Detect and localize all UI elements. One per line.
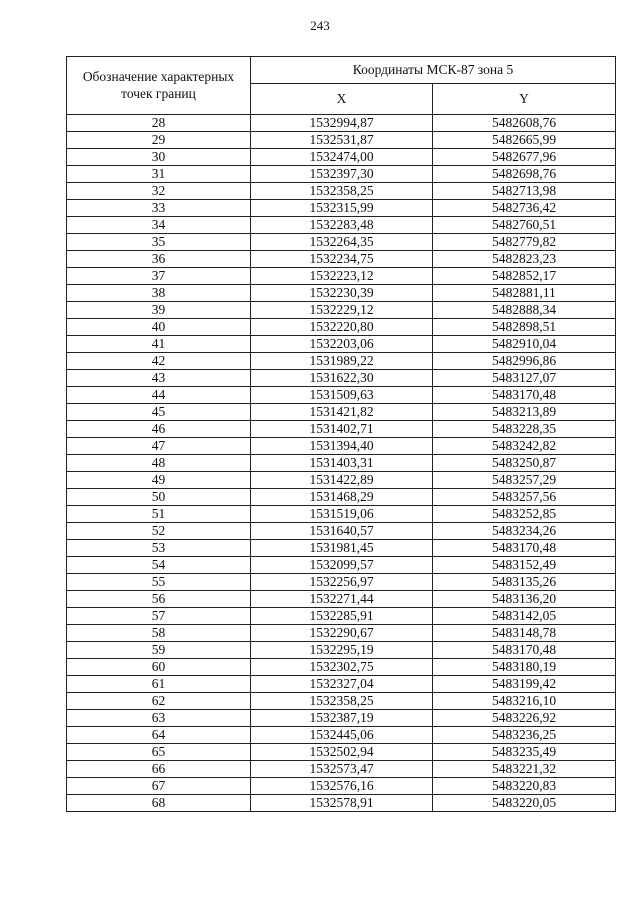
y-coordinate-cell: 5483216,10: [433, 693, 616, 710]
x-coordinate-cell: 1531509,63: [251, 387, 433, 404]
table-row: [67, 183, 616, 200]
y-coordinate-cell: 5482608,76: [433, 115, 616, 132]
point-number-cell: 65: [67, 744, 251, 761]
x-coordinate-cell: 1532445,06: [251, 727, 433, 744]
point-number-cell: 63: [67, 710, 251, 727]
x-coordinate-cell: 1532203,06: [251, 336, 433, 353]
table-row: [67, 132, 616, 149]
x-coordinate-cell: 1532573,47: [251, 761, 433, 778]
table-row: [67, 523, 616, 540]
table-row: [67, 795, 616, 812]
point-number-cell: 50: [67, 489, 251, 506]
y-coordinate-cell: 5483170,48: [433, 642, 616, 659]
x-coordinate-cell: 1532474,00: [251, 149, 433, 166]
y-coordinate-cell: 5482898,51: [433, 319, 616, 336]
x-coordinate-cell: 1531468,29: [251, 489, 433, 506]
point-number-cell: 47: [67, 438, 251, 455]
table-row: [67, 778, 616, 795]
point-number-cell: 58: [67, 625, 251, 642]
x-coordinate-cell: 1531640,57: [251, 523, 433, 540]
x-coordinate-cell: 1531519,06: [251, 506, 433, 523]
y-coordinate-cell: 5483221,32: [433, 761, 616, 778]
y-coordinate-cell: 5483136,20: [433, 591, 616, 608]
point-number-cell: 43: [67, 370, 251, 387]
y-coordinate-cell: 5482888,34: [433, 302, 616, 319]
y-coordinate-cell: 5482698,76: [433, 166, 616, 183]
table-row: [67, 506, 616, 523]
point-number-cell: 46: [67, 421, 251, 438]
y-coordinate-cell: 5483236,25: [433, 727, 616, 744]
y-coordinate-cell: 5482665,99: [433, 132, 616, 149]
x-coordinate-cell: 1532531,87: [251, 132, 433, 149]
x-coordinate-cell: 1532387,19: [251, 710, 433, 727]
x-coordinate-cell: 1532256,97: [251, 574, 433, 591]
point-number-cell: 55: [67, 574, 251, 591]
table-row: [67, 336, 616, 353]
y-coordinate-cell: 5483213,89: [433, 404, 616, 421]
y-coordinate-cell: 5483228,35: [433, 421, 616, 438]
x-coordinate-cell: 1532283,48: [251, 217, 433, 234]
x-coordinate-cell: 1532099,57: [251, 557, 433, 574]
x-coordinate-cell: 1532578,91: [251, 795, 433, 812]
y-coordinate-cell: 5483199,42: [433, 676, 616, 693]
point-number-cell: 48: [67, 455, 251, 472]
table-row: [67, 710, 616, 727]
x-coordinate-cell: 1531394,40: [251, 438, 433, 455]
x-coordinate-cell: 1532271,44: [251, 591, 433, 608]
point-number-cell: 51: [67, 506, 251, 523]
table-row: [67, 370, 616, 387]
header-point-designation: Обозначение характерных точек границ: [67, 57, 251, 115]
table-row: [67, 404, 616, 421]
table-header: [67, 57, 616, 115]
x-coordinate-cell: 1532315,99: [251, 200, 433, 217]
page-number: 243: [310, 18, 330, 33]
x-coordinate-cell: 1532994,87: [251, 115, 433, 132]
table-row: [67, 608, 616, 625]
header-coordinates: Координаты МСК-87 зона 5: [251, 57, 616, 84]
point-number-cell: 42: [67, 353, 251, 370]
x-coordinate-cell: 1532502,94: [251, 744, 433, 761]
y-coordinate-cell: 5482760,51: [433, 217, 616, 234]
table-row: [67, 268, 616, 285]
table-row: [67, 234, 616, 251]
point-number-cell: 44: [67, 387, 251, 404]
point-number-cell: 33: [67, 200, 251, 217]
point-number-cell: 38: [67, 285, 251, 302]
point-number-cell: 60: [67, 659, 251, 676]
x-coordinate-cell: 1532327,04: [251, 676, 433, 693]
header-x: X: [251, 84, 433, 115]
x-coordinate-cell: 1531422,89: [251, 472, 433, 489]
table-row: [67, 676, 616, 693]
x-coordinate-cell: 1532234,75: [251, 251, 433, 268]
table-row: [67, 302, 616, 319]
table-row: [67, 659, 616, 676]
table-row: [67, 557, 616, 574]
y-coordinate-cell: 5483170,48: [433, 540, 616, 557]
y-coordinate-cell: 5483180,19: [433, 659, 616, 676]
point-number-cell: 67: [67, 778, 251, 795]
table-row: [67, 761, 616, 778]
point-number-cell: 31: [67, 166, 251, 183]
table-row: [67, 693, 616, 710]
table-row: [67, 472, 616, 489]
point-number-cell: 35: [67, 234, 251, 251]
y-coordinate-cell: 5482823,23: [433, 251, 616, 268]
y-coordinate-cell: 5482996,86: [433, 353, 616, 370]
x-coordinate-cell: 1531981,45: [251, 540, 433, 557]
y-coordinate-cell: 5483257,56: [433, 489, 616, 506]
point-number-cell: 28: [67, 115, 251, 132]
y-coordinate-cell: 5482852,17: [433, 268, 616, 285]
header-y: Y: [433, 84, 616, 115]
x-coordinate-cell: 1532358,25: [251, 183, 433, 200]
y-coordinate-cell: 5483235,49: [433, 744, 616, 761]
y-coordinate-cell: 5483242,82: [433, 438, 616, 455]
y-coordinate-cell: 5483170,48: [433, 387, 616, 404]
y-coordinate-cell: 5482910,04: [433, 336, 616, 353]
y-coordinate-cell: 5483250,87: [433, 455, 616, 472]
point-number-cell: 41: [67, 336, 251, 353]
table-row: [67, 217, 616, 234]
x-coordinate-cell: 1532264,35: [251, 234, 433, 251]
table-row: [67, 489, 616, 506]
table-row: [67, 727, 616, 744]
y-coordinate-cell: 5482881,11: [433, 285, 616, 302]
x-coordinate-cell: 1532290,67: [251, 625, 433, 642]
table-row: [67, 625, 616, 642]
x-coordinate-cell: 1532223,12: [251, 268, 433, 285]
x-coordinate-cell: 1532229,12: [251, 302, 433, 319]
y-coordinate-cell: 5483135,26: [433, 574, 616, 591]
point-number-cell: 61: [67, 676, 251, 693]
x-coordinate-cell: 1531403,31: [251, 455, 433, 472]
point-number-cell: 34: [67, 217, 251, 234]
table-row: [67, 744, 616, 761]
x-coordinate-cell: 1532358,25: [251, 693, 433, 710]
table-row: [67, 200, 616, 217]
x-coordinate-cell: 1532220,80: [251, 319, 433, 336]
y-coordinate-cell: 5483257,29: [433, 472, 616, 489]
y-coordinate-cell: 5483226,92: [433, 710, 616, 727]
point-number-cell: 56: [67, 591, 251, 608]
point-number-cell: 49: [67, 472, 251, 489]
y-coordinate-cell: 5483220,05: [433, 795, 616, 812]
y-coordinate-cell: 5483152,49: [433, 557, 616, 574]
point-number-cell: 52: [67, 523, 251, 540]
table-row: [67, 149, 616, 166]
point-number-cell: 59: [67, 642, 251, 659]
point-number-cell: 40: [67, 319, 251, 336]
table-row: [67, 166, 616, 183]
y-coordinate-cell: 5482736,42: [433, 200, 616, 217]
table-row: [67, 591, 616, 608]
y-coordinate-cell: 5482713,98: [433, 183, 616, 200]
table-row: [67, 319, 616, 336]
point-number-cell: 29: [67, 132, 251, 149]
point-number-cell: 32: [67, 183, 251, 200]
point-number-cell: 30: [67, 149, 251, 166]
table-row: [67, 455, 616, 472]
point-number-cell: 62: [67, 693, 251, 710]
table-row: [67, 642, 616, 659]
point-number-cell: 68: [67, 795, 251, 812]
point-number-cell: 45: [67, 404, 251, 421]
point-number-cell: 39: [67, 302, 251, 319]
x-coordinate-cell: 1532230,39: [251, 285, 433, 302]
x-coordinate-cell: 1532302,75: [251, 659, 433, 676]
y-coordinate-cell: 5482779,82: [433, 234, 616, 251]
y-coordinate-cell: 5482677,96: [433, 149, 616, 166]
table-body: [67, 115, 616, 812]
point-number-cell: 54: [67, 557, 251, 574]
table-row: [67, 574, 616, 591]
x-coordinate-cell: 1531989,22: [251, 353, 433, 370]
x-coordinate-cell: 1532295,19: [251, 642, 433, 659]
point-number-cell: 53: [67, 540, 251, 557]
x-coordinate-cell: 1531421,82: [251, 404, 433, 421]
y-coordinate-cell: 5483148,78: [433, 625, 616, 642]
y-coordinate-cell: 5483142,05: [433, 608, 616, 625]
coordinates-table: [66, 56, 616, 812]
y-coordinate-cell: 5483127,07: [433, 370, 616, 387]
y-coordinate-cell: 5483234,26: [433, 523, 616, 540]
y-coordinate-cell: 5483220,83: [433, 778, 616, 795]
table-row: [67, 387, 616, 404]
table-row: [67, 353, 616, 370]
point-number-cell: 66: [67, 761, 251, 778]
table-row: [67, 285, 616, 302]
point-number-cell: 37: [67, 268, 251, 285]
table-row: [67, 115, 616, 132]
point-number-cell: 36: [67, 251, 251, 268]
y-coordinate-cell: 5483252,85: [433, 506, 616, 523]
point-number-cell: 57: [67, 608, 251, 625]
x-coordinate-cell: 1532576,16: [251, 778, 433, 795]
table-row: [67, 438, 616, 455]
table-row: [67, 251, 616, 268]
x-coordinate-cell: 1532285,91: [251, 608, 433, 625]
x-coordinate-cell: 1531622,30: [251, 370, 433, 387]
table-row: [67, 540, 616, 557]
x-coordinate-cell: 1532397,30: [251, 166, 433, 183]
x-coordinate-cell: 1531402,71: [251, 421, 433, 438]
point-number-cell: 64: [67, 727, 251, 744]
table-row: [67, 421, 616, 438]
